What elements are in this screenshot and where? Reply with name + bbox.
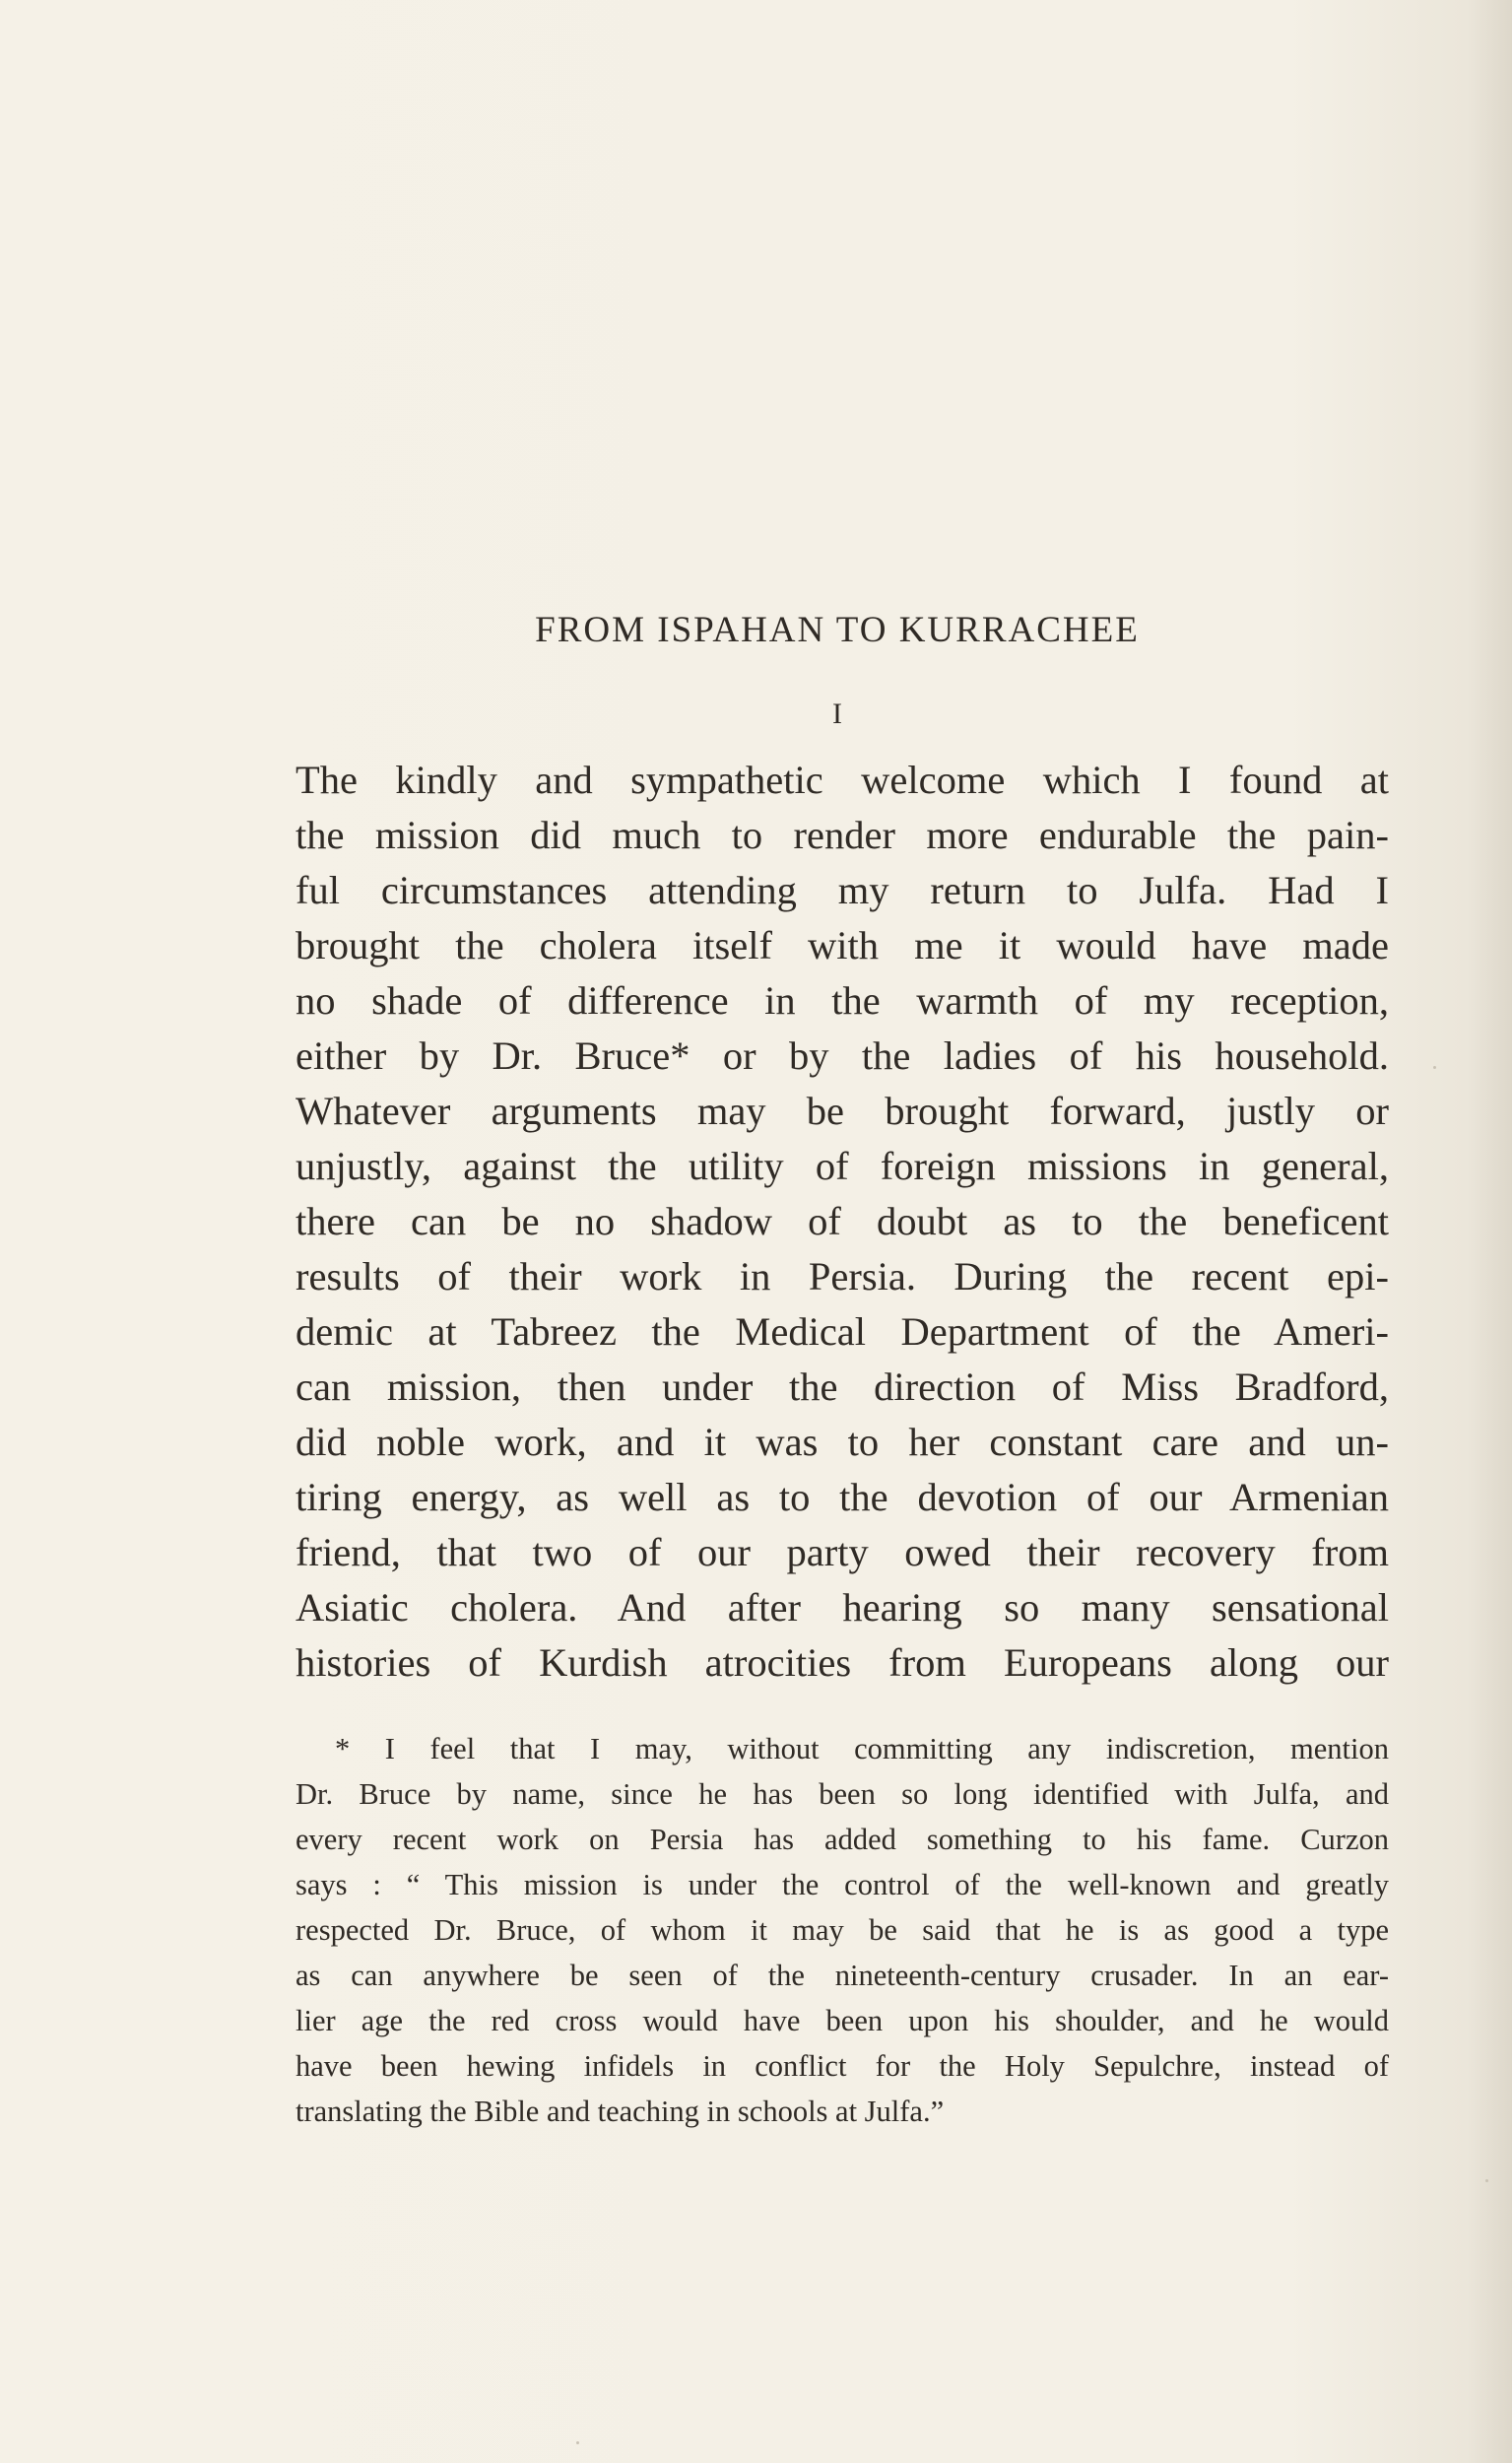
body-line: either by Dr. Bruce* or by the ladies of his household. [296,1033,1389,1078]
body-line: Asiatic cholera. And after hearing so many sensational [296,1585,1389,1630]
body-paragraph [296,753,1389,1691]
footnote-line: Dr. Bruce by name, since he has been so long identified with Julfa, and [296,1777,1389,1811]
paper-speck [1433,1066,1436,1069]
body-line: histories of Kurdish atrocities from Europeans along our [296,1640,1389,1685]
footnote-line: respected Dr. Bruce, of whom it may be said that he is as good a type [296,1913,1389,1947]
footnote-line: lier age the red cross would have been upon his shoulder, and he would [296,2004,1389,2037]
footnote-line: every recent work on Persia has added something to his fame. Curzon [296,1823,1389,1856]
body-line: demic at Tabreez the Medical Department of the Ameri- [296,1309,1389,1354]
body-line: the mission did much to render more endurable the pain- [296,813,1389,857]
footnote-line: translating the Bible and teaching in schools at Julfa.” [296,2095,945,2128]
paper-speck [576,2441,579,2444]
body-line: friend, that two of our party owed their recovery from [296,1530,1389,1574]
body-line: unjustly, against the utility of foreign missions in general, [296,1144,1389,1188]
body-line: ful circumstances attending my return to Julfa. Had I [296,868,1389,912]
chapter-number: I [832,698,842,730]
chapter-title: FROM ISPAHAN TO KURRACHEE [535,610,1140,650]
paper-speck [1485,2179,1488,2182]
body-line: did noble work, and it was to her constant care and un- [296,1420,1389,1464]
body-line: Whatever arguments may be brought forward, justly or [296,1089,1389,1133]
footnote-line: says : “ This mission is under the control of the well-known and greatly [296,1868,1389,1901]
body-line: can mission, then under the direction of Miss Bradford, [296,1365,1389,1409]
body-line: results of their work in Persia. During the recent epi- [296,1254,1389,1298]
body-line: no shade of difference in the warmth of my reception, [296,978,1389,1023]
footnote [296,1726,1389,2134]
body-line: there can be no shadow of doubt as to the beneficent [296,1199,1389,1243]
body-line: The kindly and sympathetic welcome which I found at [296,758,1389,802]
footnote-line: have been hewing infidels in conflict for the Holy Sepulchre, instead of [296,2049,1389,2083]
footnote-line: * I feel that I may, without committing any indiscretion, mention [335,1732,1389,1765]
body-line: brought the cholera itself with me it would have made [296,923,1389,967]
body-line: tiring energy, as well as to the devotion of our Armenian [296,1475,1389,1519]
footnote-line: as can anywhere be seen of the nineteenth-century crusader. In an ear- [296,1959,1389,1992]
